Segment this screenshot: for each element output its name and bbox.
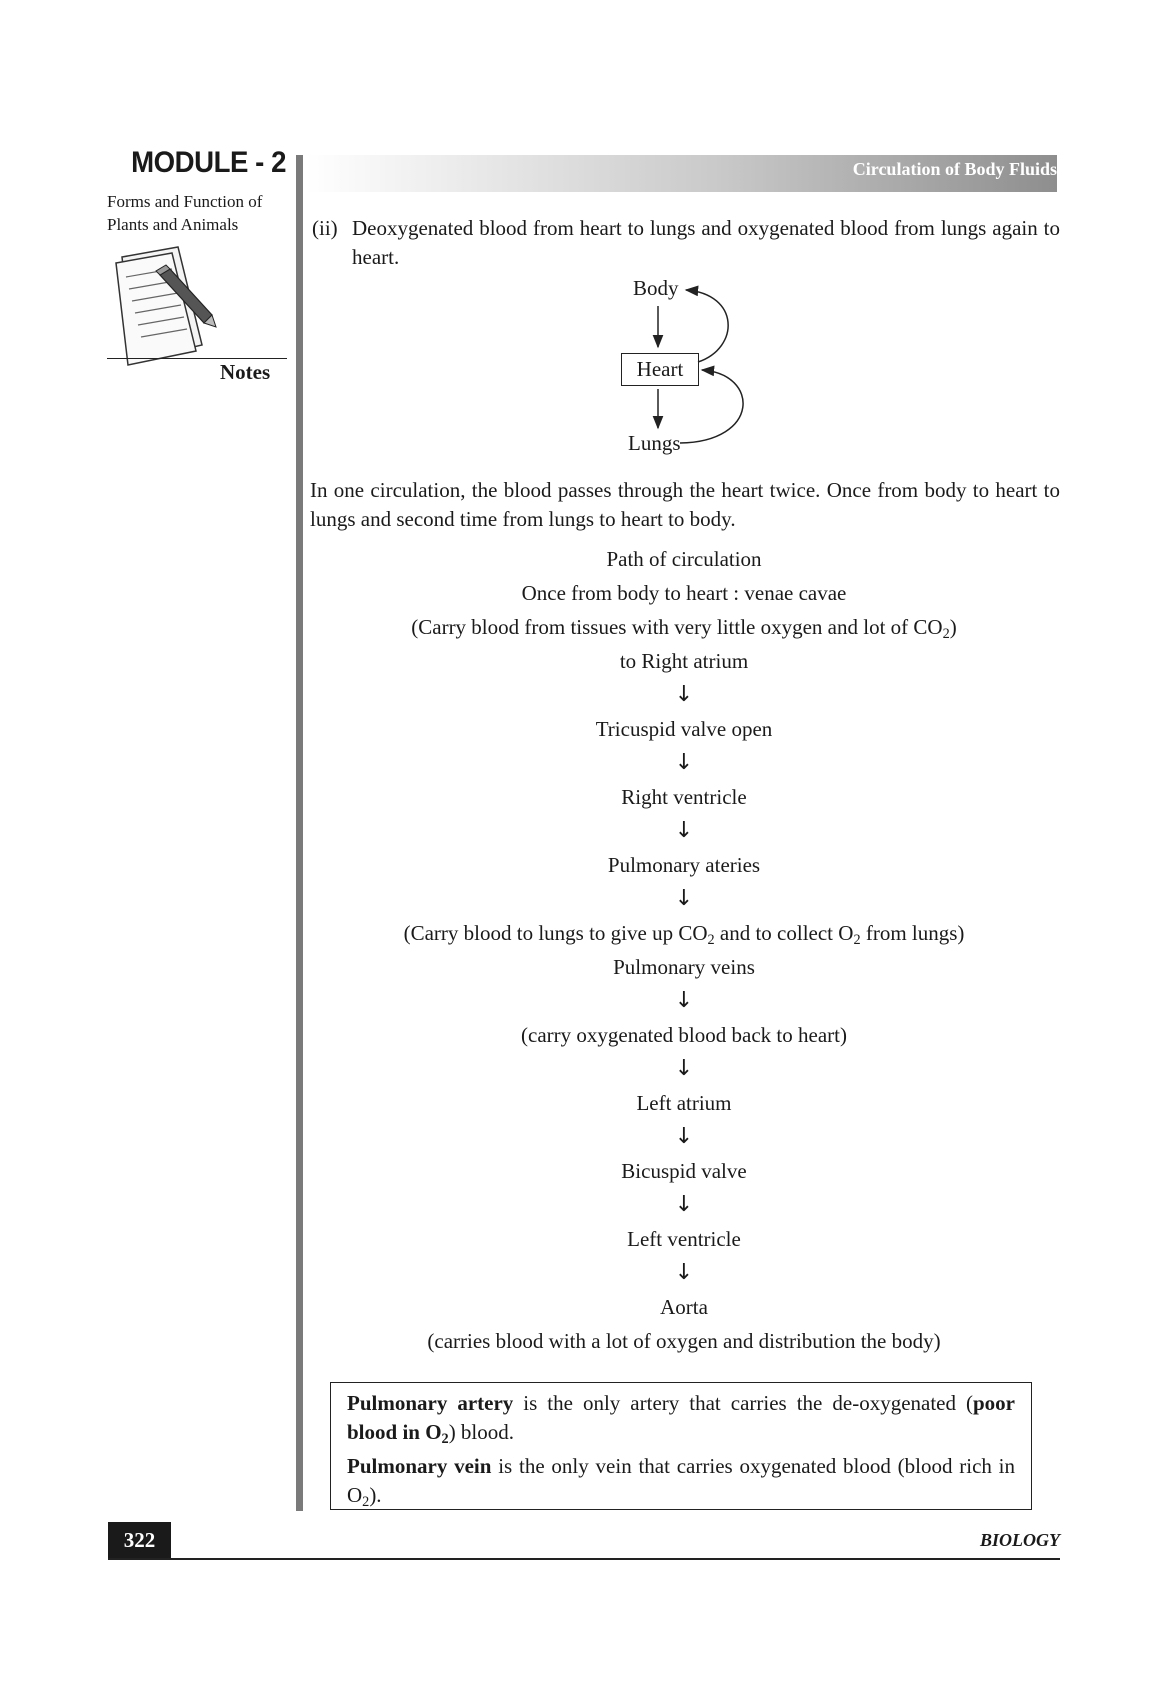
item-text: Deoxygenated blood from heart to lungs and oxygenated blood from lungs again to heart. (352, 216, 1060, 269)
diagram-heart-box: Heart (621, 353, 699, 386)
page-number: 322 (108, 1522, 171, 1558)
flow-arrow: ↓ (674, 1260, 694, 1285)
diagram-lungs-label: Lungs (628, 431, 681, 455)
path-title: Path of circulation (606, 547, 762, 571)
module-subtitle-line1: Forms and Function of (107, 192, 263, 211)
note-pulmonary-vein: Pulmonary vein is the only vein that carries oxygenated blood (blood rich in $O_2$). (347, 1454, 1015, 1510)
path-pulmonary-ateries: Pulmonary ateries (607, 853, 761, 877)
flow-arrow: ↓ (674, 1056, 694, 1081)
notes-label: Notes (220, 360, 271, 384)
flow-arrow: ↓ (674, 1192, 694, 1217)
flow-arrow: ↓ (674, 988, 694, 1013)
path-left-atrium: Left atrium (636, 1091, 732, 1115)
flow-arrow: ↓ (674, 886, 694, 911)
chapter-title: Circulation of Body Fluids (852, 159, 1057, 179)
path-carry-1: (Carry blood from tissues with very little oxygen and lot of $CO_2$) (411, 615, 957, 642)
item-ii (312, 214, 1060, 272)
key-point-box (330, 1382, 1032, 1510)
path-pulmonary-veins: Pulmonary veins (613, 955, 755, 979)
path-aorta: Aorta (660, 1295, 708, 1319)
module-subtitle (107, 190, 292, 236)
path-bicuspid: Bicuspid valve (621, 1159, 747, 1183)
path-carry-4: (carries blood with a lot of oxygen and distribution the body) (427, 1329, 941, 1353)
notepad-pencil-icon (108, 245, 218, 370)
flow-arrow: ↓ (674, 1124, 694, 1149)
item-label: (ii) (312, 216, 338, 240)
module-subtitle-line2: Plants and Animals (107, 215, 239, 234)
path-tricuspid: Tricuspid valve open (595, 717, 773, 741)
footer-rule (108, 1558, 1060, 1560)
path-left-ventricle: Left ventricle (627, 1227, 741, 1251)
notes-rule (107, 358, 287, 359)
path-right-atrium: to Right atrium (619, 649, 749, 673)
intro-paragraph: In one circulation, the blood passes through the heart twice. Once from body to heart to lungs and second time from lungs to heart to body. (310, 478, 1060, 531)
diagram-body-label: Body (633, 276, 679, 300)
path-carry-3: (carry oxygenated blood back to heart) (521, 1023, 847, 1047)
margin-bar (296, 155, 303, 1511)
flow-arrow: ↓ (674, 682, 694, 707)
path-right-ventricle: Right ventricle (621, 785, 747, 809)
module-title: MODULE - 2 (131, 146, 286, 179)
arrow-heart-body (686, 290, 728, 362)
path-once: Once from body to heart : venae cavae (521, 581, 847, 605)
footer-subject: BIOLOGY (980, 1530, 1060, 1550)
path-carry-2: (Carry blood to lungs to give up $CO_2$ and to collect $O_2$ from lungs) (403, 921, 965, 948)
note-pulmonary-artery: Pulmonary artery is the only artery that carries the de-oxygenated (poor blood in $O_2$) blood. (347, 1391, 1015, 1447)
flow-arrow: ↓ (674, 818, 694, 843)
flow-arrow: ↓ (674, 750, 694, 775)
